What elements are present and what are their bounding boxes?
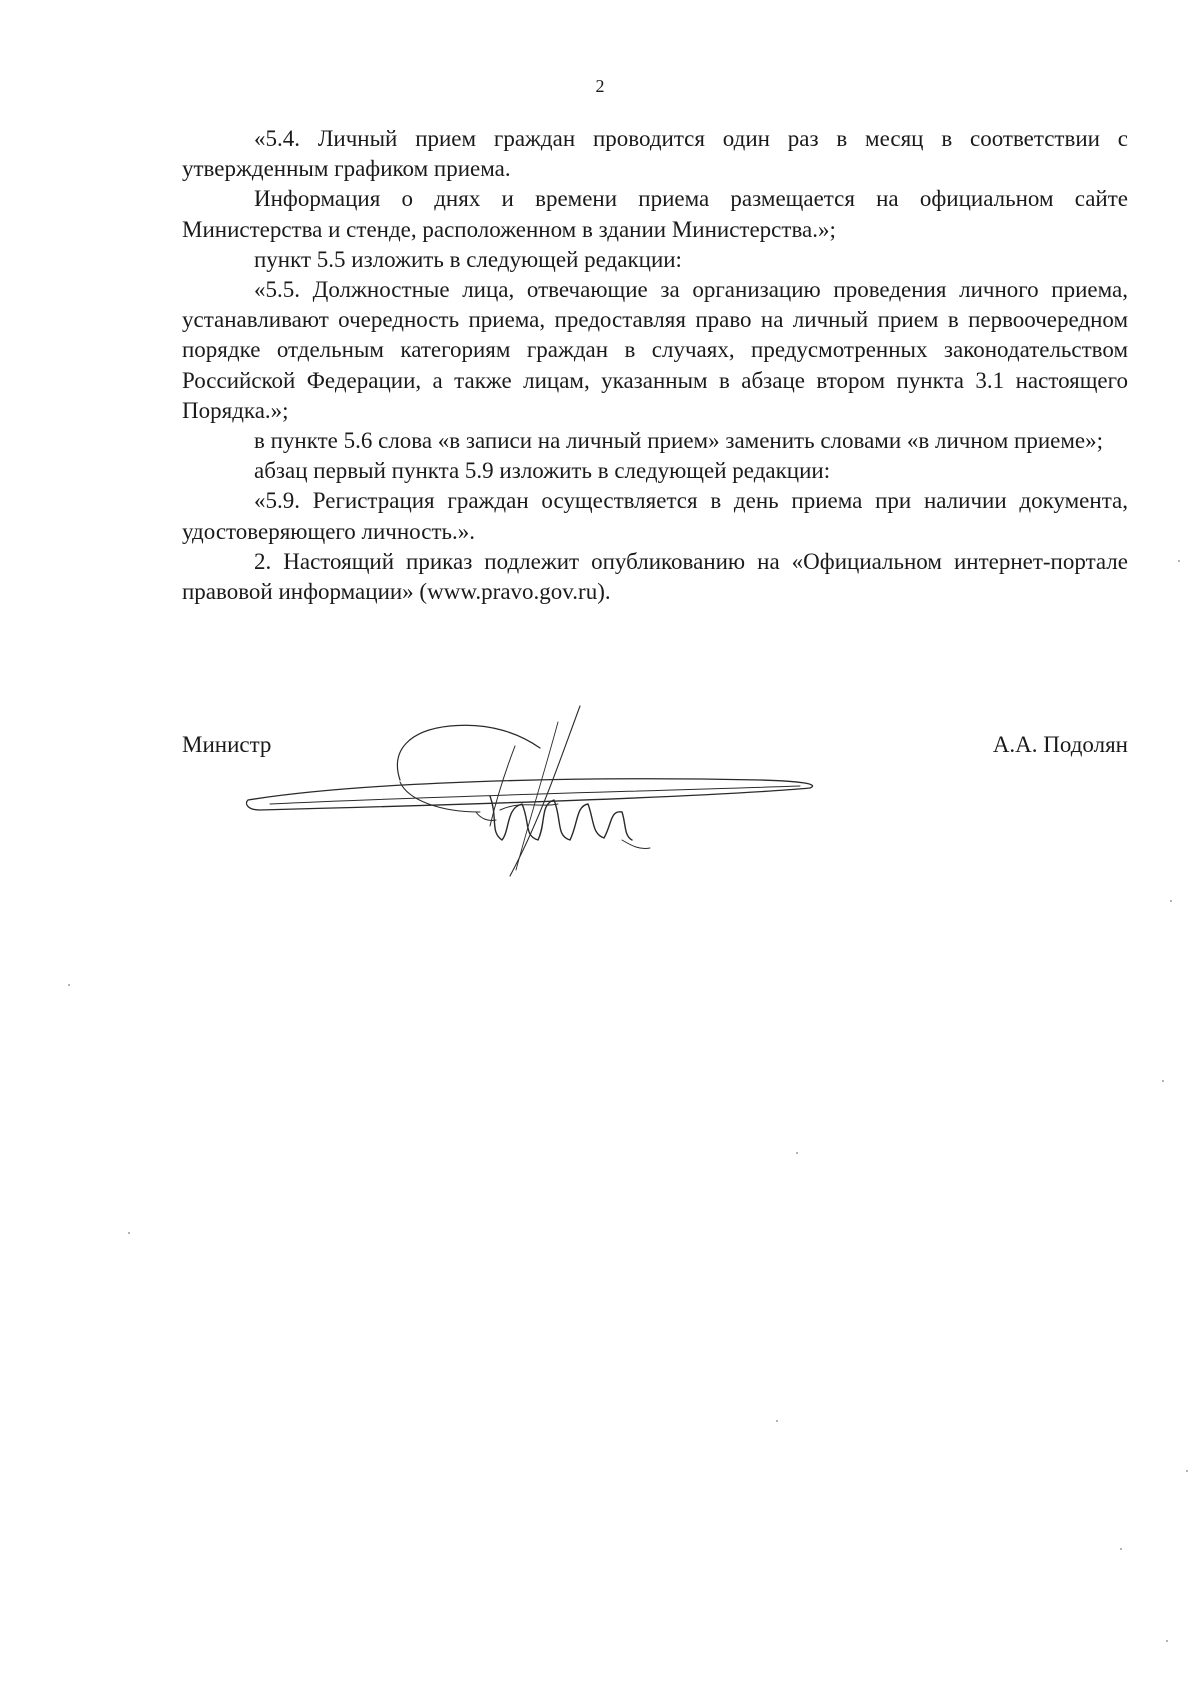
paragraph-5-4: «5.4. Личный прием граждан проводится один раз в месяц в соответствии с утвержденным графиком приема. (182, 126, 1128, 182)
scan-speck (1162, 1080, 1164, 1082)
scan-speck (68, 984, 70, 986)
signatory-name: А.А. Подолян (992, 732, 1128, 757)
document-body (182, 124, 1128, 607)
signatory-title: Министр (182, 732, 272, 757)
paragraph-amend-5-5: пункт 5.5 изложить в следующей редакции: (254, 246, 682, 272)
scan-speck (1170, 900, 1172, 902)
scan-speck (776, 1420, 778, 1422)
scan-speck (1120, 1548, 1122, 1550)
paragraph-publication: 2. Настоящий приказ подлежит опубликованию на «Официальном интернет-портале правовой информации» (www.pravo.gov.ru). (182, 548, 1128, 605)
paragraph-amend-5-6: в пункте 5.6 слова «в записи на личный прием» заменить словами «в личном приеме»; (254, 428, 1104, 454)
handwritten-signature (240, 700, 840, 900)
paragraph-schedule-info: Информация о днях и времени приема размещается на официальном сайте Министерства и стенде, расположенном в здании Министерства.»; (182, 186, 1128, 242)
scan-speck (1186, 1470, 1188, 1472)
paragraph-5-9: «5.9. Регистрация граждан осуществляется в день приема при наличии документа, удостоверяющего личность.». (182, 488, 1128, 544)
paragraph-amend-5-9: абзац первый пункта 5.9 изложить в следующей редакции: (254, 458, 831, 484)
paragraph-5-5: «5.5. Должностные лица, отвечающие за организацию проведения личного приема, устанавливают очередность приема, предоставляя право на личный прием в первоочередном порядке отдельным категориям граждан в случаях, предусмотренных законодательством Российской Федерации, а также лицам, указанным в абзаце втором пункта 3.1 настоящего Порядка.»; (182, 277, 1128, 423)
page-number: 2 (595, 76, 605, 96)
scan-speck (128, 1232, 130, 1234)
scan-speck (1178, 560, 1180, 562)
scan-speck (1166, 1640, 1168, 1642)
scan-speck (796, 1152, 798, 1154)
